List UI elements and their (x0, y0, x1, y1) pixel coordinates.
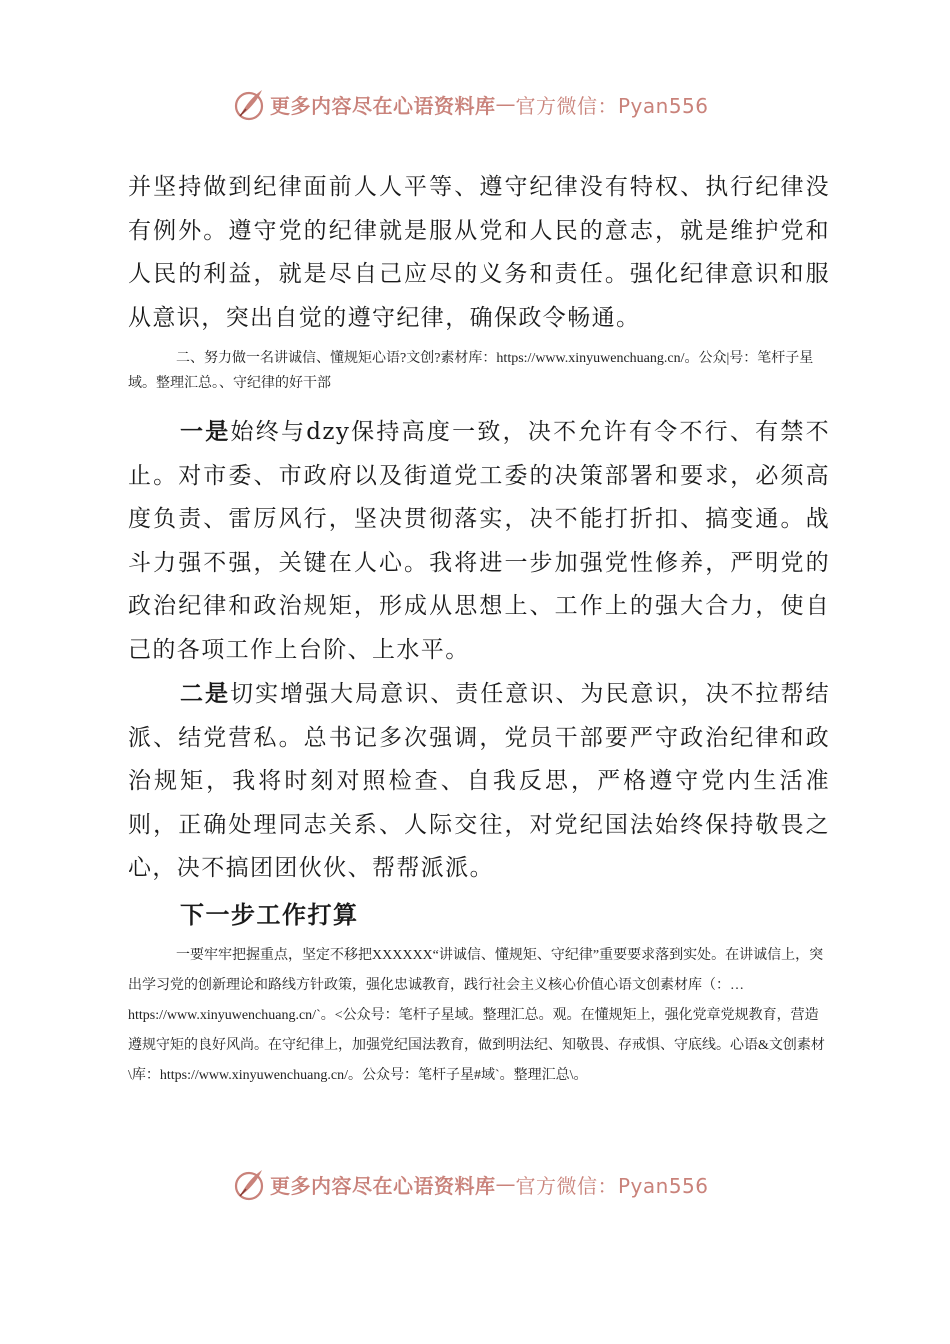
next-step-paragraph: 一要牢牢把握重点，坚定不移把XXXXXX“讲诚信、懂规矩、守纪律”重要要求落到实处。在讲诚信上，突出学习党的创新理论和路线方针政策，强化忠诚教育，践行社会主义核心价值心语文创素材库（：…https://www.xinyuwenchuang.cn/`。<公众号：笔杆子星域。整理汇总。观。在懂规矩上，强化党章党规教育，营造遵规守矩的良好风尚。在守纪律上，加强党纪国法教育，做到明法纪、知敬畏、存戒惧、守底线。心语&文创素材\库：https://www.xinyuwenchuang.cn/。公众号：笔杆子星#域`。整理汇总\。 (128, 947, 825, 1083)
point-one-text: 始终与dzy保持高度一致，决不允许有令不行、有禁不止。对市委、市政府以及街道党工委的决策部署和要求，必须高度负责、雷厉风行，坚决贯彻落实，决不能打折扣、搞变通。战斗力强不强，关键在人心。我将进一步加强党性修养，严明党的政治纪律和政治规矩，形成从思想上、工作上的强大合力，使自己的各项工作上台阶、上水平。 (128, 419, 830, 663)
feather-pen-logo-icon (232, 1167, 266, 1201)
intro-paragraph: 并坚持做到纪律面前人人平等、遵守纪律没有特权、执行纪律没有例外。遵守党的纪律就是服从党和人民的意志，就是维护党和人民的利益，就是尽自己应尽的义务和责任。强化纪律意识和服从意识，突出自觉的遵守纪律，确保政令畅通。 (128, 174, 830, 331)
point-two-paragraph (128, 672, 830, 891)
section-two-title: 二、努力做一名讲诚信、懂规矩心语?文创?素材库：https://www.xinyuwenchuang.cn/。公众|号：笔杆子星域。整理汇总。、守纪律的好干部 (128, 351, 814, 391)
banner-main-text: 更多内容尽在心语资料库 (270, 93, 496, 118)
point-two-lead: 二是 (180, 680, 231, 707)
point-one-paragraph (128, 410, 830, 672)
feather-pen-logo-icon (232, 87, 266, 121)
next-step-heading: 下一步工作打算 (180, 899, 359, 929)
banner-main-text: 更多内容尽在心语资料库 (270, 1173, 496, 1198)
header-watermark-banner (232, 84, 709, 124)
banner-separator: — (495, 92, 516, 116)
document-body (128, 166, 830, 1091)
banner-separator: — (495, 1172, 516, 1196)
banner-wechat-text: 官方微信：Pyan556 (515, 93, 709, 118)
point-one-lead: 一是 (180, 418, 231, 445)
point-two-text: 切实增强大局意识、责任意识、为民意识，决不拉帮结派、结党营私。总书记多次强调，党员干部要严守政治纪律和政治规矩，我将时刻对照检查、自我反思，严格遵守党内生活准则，正确处理同志关系、人际交往，对党纪国法始终保持敬畏之心，决不搞团团伙伙、帮帮派派。 (128, 681, 830, 881)
footer-watermark-banner (232, 1164, 709, 1204)
banner-wechat-text: 官方微信：Pyan556 (515, 1173, 709, 1198)
